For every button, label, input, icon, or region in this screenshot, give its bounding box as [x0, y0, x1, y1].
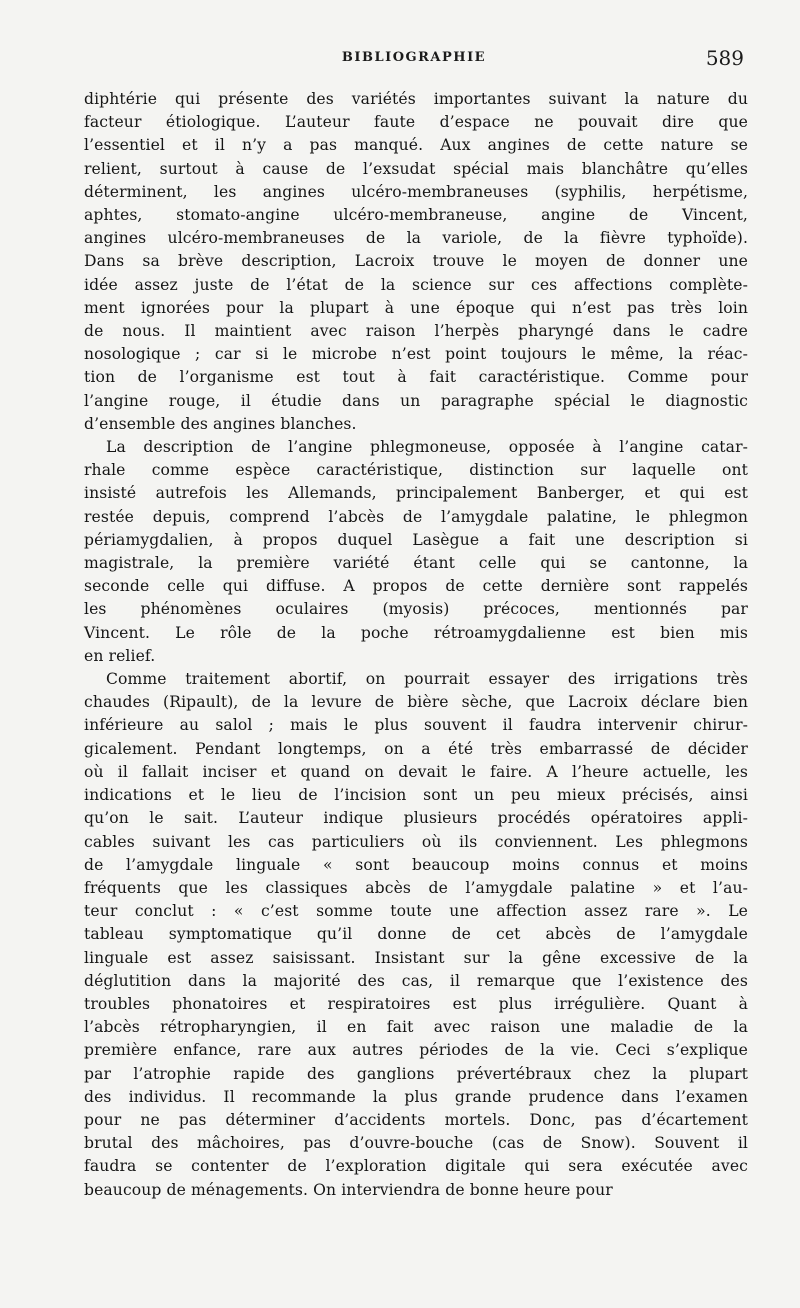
text-line: inférieure au salol ; mais le plus souvent il faudra intervenir chirur-	[84, 716, 748, 735]
text-line: qu’on le sait. L’auteur indique plusieurs procédés opératoires appli-	[84, 809, 748, 828]
paragraph	[84, 668, 748, 1202]
text-line: de l’amygdale linguale « sont beaucoup moins connus et moins	[84, 855, 748, 874]
running-head: BIBLIOGRAPHIE	[341, 50, 487, 65]
text-line: faudra se contenter de l’exploration digitale qui sera exécutée avec	[84, 1157, 748, 1176]
text-line: indications et le lieu de l’incision sont un peu mieux précisés, ainsi	[84, 786, 748, 805]
text-line: Comme traitement abortif, on pourrait essayer des irrigations très	[106, 670, 748, 689]
text-line: relient, surtout à cause de l’exsudat spécial mais blanchâtre qu’elles	[84, 159, 748, 178]
text-line: tion de l’organisme est tout à fait caractéristique. Comme pour	[84, 368, 748, 387]
text-line: restée depuis, comprend l’abcès de l’amygdale palatine, le phlegmon	[84, 507, 748, 526]
text-line: Vincent. Le rôle de la poche rétroamygdalienne est bien mis	[84, 623, 748, 642]
text-line: ment ignorées pour la plupart à une époque qui n’est pas très loin	[84, 298, 748, 317]
text-line: La description de l’angine phlegmoneuse, opposée à l’angine catar-	[106, 438, 748, 457]
text-line: teur conclut : « c’est somme toute une affection assez rare ». Le	[84, 902, 748, 921]
paragraph	[84, 436, 748, 668]
text-line: des individus. Il recommande la plus grande prudence dans l’examen	[84, 1087, 748, 1106]
text-line: insisté autrefois les Allemands, principalement Banberger, et qui est	[84, 484, 748, 503]
page-number: 589	[705, 46, 744, 70]
text-line: idée assez juste de l’état de la science sur ces affections complète-	[84, 275, 748, 294]
text-line: angines ulcéro-membraneuses de la variole, de la fièvre typhoïde).	[84, 229, 748, 248]
text-line: brutal des mâchoires, pas d’ouvre-bouche (cas de Snow). Souvent il	[84, 1134, 748, 1153]
text-line: en relief.	[84, 646, 156, 665]
text-line: aphtes, stomato-angine ulcéro-membraneuse, angine de Vincent,	[84, 206, 748, 225]
text-line: gicalement. Pendant longtemps, on a été très embarrassé de décider	[84, 739, 748, 758]
text-line: cables suivant les cas particuliers où ils conviennent. Les phlegmons	[84, 832, 748, 851]
text-line: périamygdalien, à propos duquel Lasègue a fait une description si	[84, 530, 748, 549]
text-line: beaucoup de ménagements. On interviendra de bonne heure pour	[84, 1180, 613, 1199]
text-line: déglutition dans la majorité des cas, il remarque que l’existence des	[84, 971, 748, 990]
text-line: première enfance, rare aux autres périodes de la vie. Ceci s’explique	[84, 1041, 748, 1060]
text-line: nosologique ; car si le microbe n’est point toujours le même, la réac-	[84, 345, 748, 364]
text-line: l’essentiel et il n’y a pas manqué. Aux angines de cette nature se	[84, 136, 748, 155]
text-line: de nous. Il maintient avec raison l’herpès pharyngé dans le cadre	[84, 322, 748, 341]
text-line: linguale est assez saisissant. Insistant sur la gêne excessive de la	[84, 948, 748, 967]
paragraph	[84, 88, 748, 436]
text-line: l’abcès rétropharyngien, il en fait avec raison une maladie de la	[84, 1018, 748, 1037]
text-line: pour ne pas déterminer d’accidents mortels. Donc, pas d’écartement	[84, 1110, 748, 1129]
text-line: fréquents que les classiques abcès de l’amygdale palatine » et l’au-	[84, 878, 748, 897]
text-line: facteur étiologique. L’auteur faute d’espace ne pouvait dire que	[84, 113, 748, 132]
text-line: seconde celle qui diffuse. A propos de cette dernière sont rappelés	[84, 577, 748, 596]
text-line: tableau symptomatique qu’il donne de cet abcès de l’amygdale	[84, 925, 748, 944]
text-line: troubles phonatoires et respiratoires est plus irrégulière. Quant à	[84, 994, 748, 1013]
text-line: d’ensemble des angines blanches.	[84, 414, 357, 433]
page-header	[84, 48, 744, 74]
text-line: l’angine rouge, il étudie dans un paragraphe spécial le diagnostic	[84, 391, 748, 410]
text-line: par l’atrophie rapide des ganglions prévertébraux chez la plupart	[84, 1064, 748, 1083]
text-line: où il fallait inciser et quand on devait le faire. A l’heure actuelle, les	[84, 762, 748, 781]
text-line: Dans sa brève description, Lacroix trouve le moyen de donner une	[84, 252, 748, 271]
body-text	[84, 88, 748, 1202]
text-line: rhale comme espèce caractéristique, distinction sur laquelle ont	[84, 461, 748, 480]
text-line: déterminent, les angines ulcéro-membraneuses (syphilis, herpétisme,	[84, 182, 748, 201]
text-line: les phénomènes oculaires (myosis) précoces, mentionnés par	[84, 600, 748, 619]
text-line: magistrale, la première variété étant celle qui se cantonne, la	[84, 554, 748, 573]
text-line: chaudes (Ripault), de la levure de bière sèche, que Lacroix déclare bien	[84, 693, 748, 712]
text-line: diphtérie qui présente des variétés importantes suivant la nature du	[84, 90, 748, 108]
